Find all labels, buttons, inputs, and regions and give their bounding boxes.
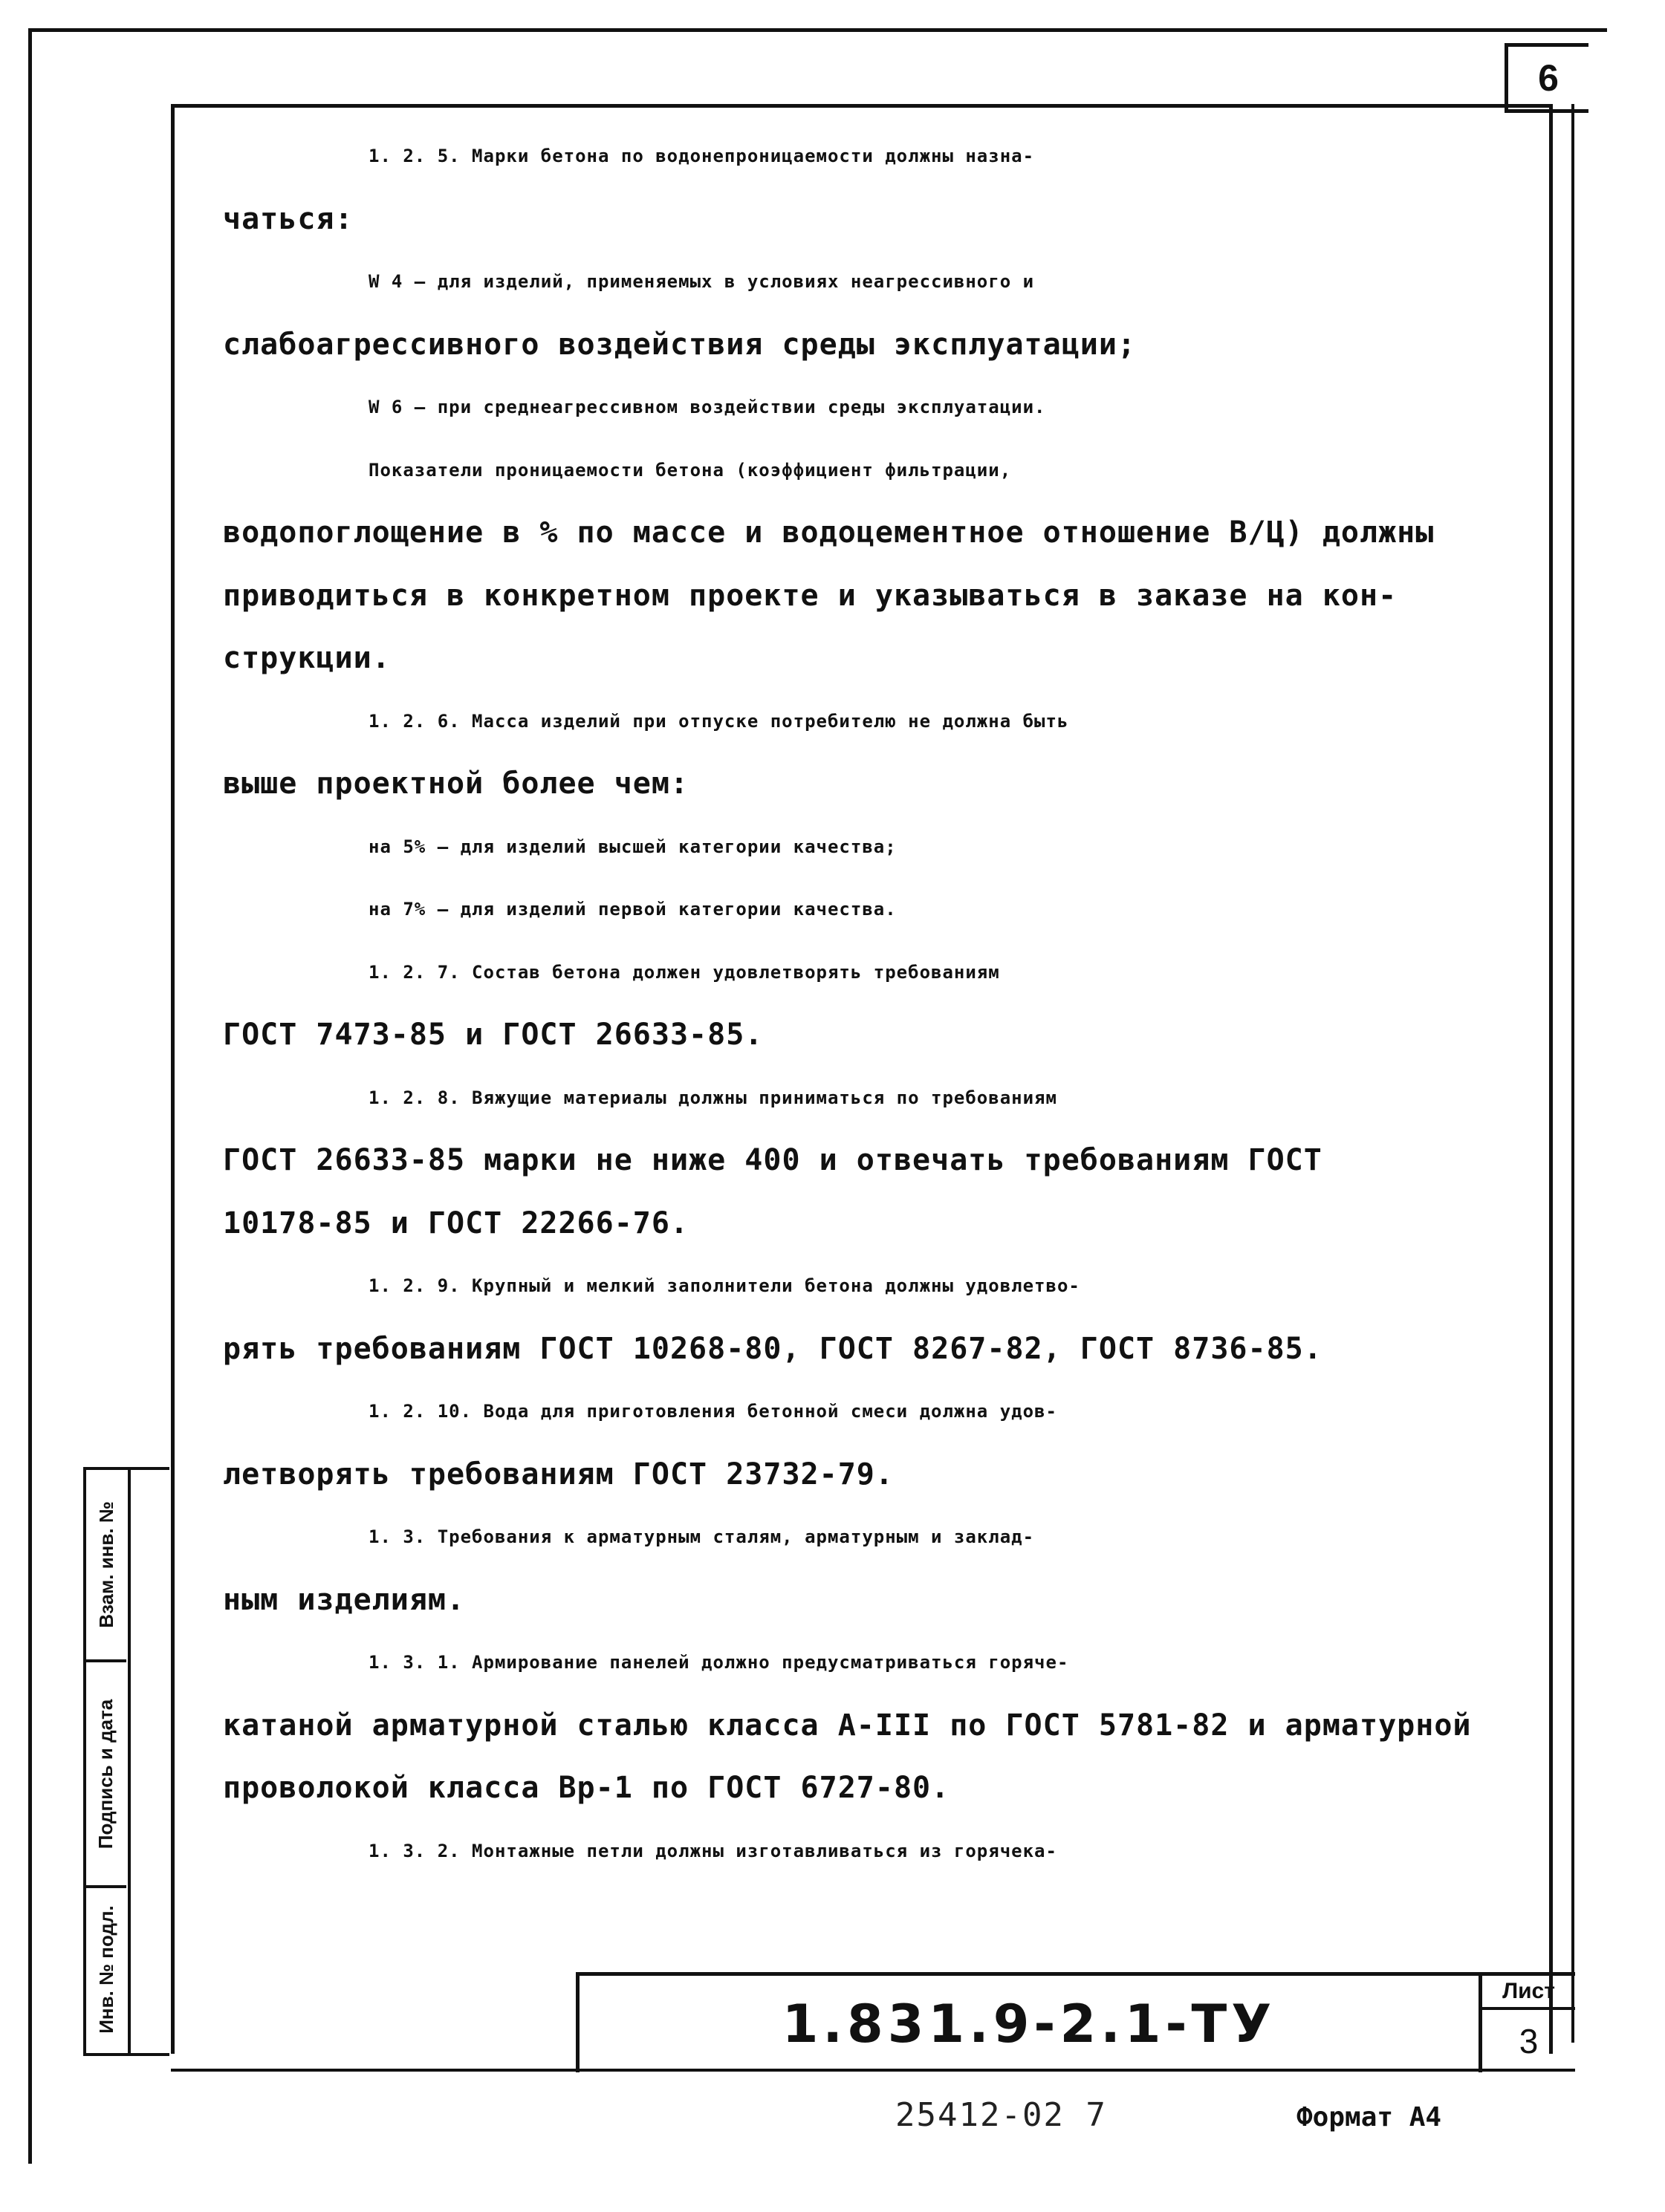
- sheet-number: 3: [1519, 2022, 1539, 2060]
- text-line: ным изделиям.: [223, 1582, 466, 1617]
- frame-right-line: [1571, 104, 1574, 2043]
- stamp-cell-inventory: [86, 1888, 126, 2050]
- frame-bottom-line: [171, 2069, 1575, 2072]
- text-line: струкции.: [223, 641, 391, 675]
- text-line: 10178-85 и ГОСТ 22266-76.: [223, 1206, 689, 1240]
- text-line: приводиться в конкретном проекте и указываться в заказе на кон-: [223, 578, 1398, 613]
- body-text: [223, 125, 1545, 1882]
- document-code: 1.831.9-2.1-ТУ: [782, 1994, 1276, 2055]
- page-number-box: [1505, 43, 1588, 113]
- text-line: 1. 3. Требования к арматурным сталям, арматурным и заклад-: [369, 1526, 1035, 1547]
- text-line: на 5% – для изделий высшей категории качества;: [369, 836, 897, 857]
- stamp-cell-signature: [86, 1662, 126, 1888]
- text-line: водопоглощение в % по массе и водоцементное отношение В/Ц) должны: [223, 515, 1435, 550]
- text-line: рять требованиям ГОСТ 10268-80, ГОСТ 8267-82, ГОСТ 8736-85.: [223, 1331, 1322, 1366]
- format-label: Формат А4: [1296, 2102, 1442, 2133]
- text-line: 1. 3. 1. Армирование панелей должно предусматриваться горяче-: [369, 1652, 1069, 1673]
- text-line: ГОСТ 26633-85 марки не ниже 400 и отвечать требованиям ГОСТ: [223, 1143, 1322, 1177]
- text-line: чаться:: [223, 201, 354, 236]
- stamp-cell-replacement: [86, 1470, 126, 1662]
- text-line: слабоагрессивного воздействия среды эксплуатации;: [223, 327, 1137, 362]
- text-line: W 6 – при среднеагрессивном воздействии среды эксплуатации.: [369, 397, 1046, 417]
- sheet-box: [1479, 1976, 1579, 2072]
- stamp-label-inventory: Инв. № подл.: [94, 1904, 117, 2034]
- text-line: выше проектной более чем:: [223, 767, 689, 801]
- text-line: Показатели проницаемости бетона (коэффициент фильтрации,: [369, 459, 1012, 481]
- text-line: 1. 2. 7. Состав бетона должен удовлетворять требованиям: [369, 961, 1000, 983]
- text-line: 1. 2. 9. Крупный и мелкий заполнители бетона должны удовлетво-: [369, 1275, 1080, 1296]
- page-number: 6: [1538, 57, 1559, 99]
- text-line: 1. 2. 10. Вода для приготовления бетонной смеси должна удов-: [369, 1401, 1057, 1422]
- text-line: катаной арматурной сталью класса А-III по ГОСТ 5781-82 и арматурной: [223, 1708, 1472, 1743]
- side-stamp: [83, 1467, 169, 2056]
- text-line: 1. 2. 6. Масса изделий при отпуске потребителю не должна быть: [369, 710, 1069, 732]
- text-line: летворять требованиям ГОСТ 23732-79.: [223, 1457, 894, 1492]
- stamp-column: [86, 1470, 131, 2053]
- archive-number: 25412-02 7: [895, 2096, 1107, 2134]
- stamp-label-replacement: Взам. инв. №: [94, 1501, 117, 1628]
- title-block: [576, 1972, 1575, 2072]
- text-line: проволокой класса Вр-1 по ГОСТ 6727-80.: [223, 1771, 950, 1805]
- text-line: W 4 – для изделий, применяемых в условиях неагрессивного и: [369, 271, 1035, 292]
- sheet-label: Лист: [1482, 1976, 1575, 2010]
- stamp-label-signature: Подпись и дата: [94, 1699, 117, 1849]
- text-line: 1. 2. 5. Марки бетона по водонепроницаемости должны назна-: [369, 146, 1035, 166]
- text-line: 1. 3. 2. Монтажные петли должны изготавливаться из горячека-: [369, 1840, 1057, 1861]
- text-line: на 7% – для изделий первой категории качества.: [369, 899, 897, 920]
- text-line: 1. 2. 8. Вяжущие материалы должны приниматься по требованиям: [369, 1087, 1057, 1108]
- text-line: ГОСТ 7473-85 и ГОСТ 26633-85.: [223, 1018, 764, 1052]
